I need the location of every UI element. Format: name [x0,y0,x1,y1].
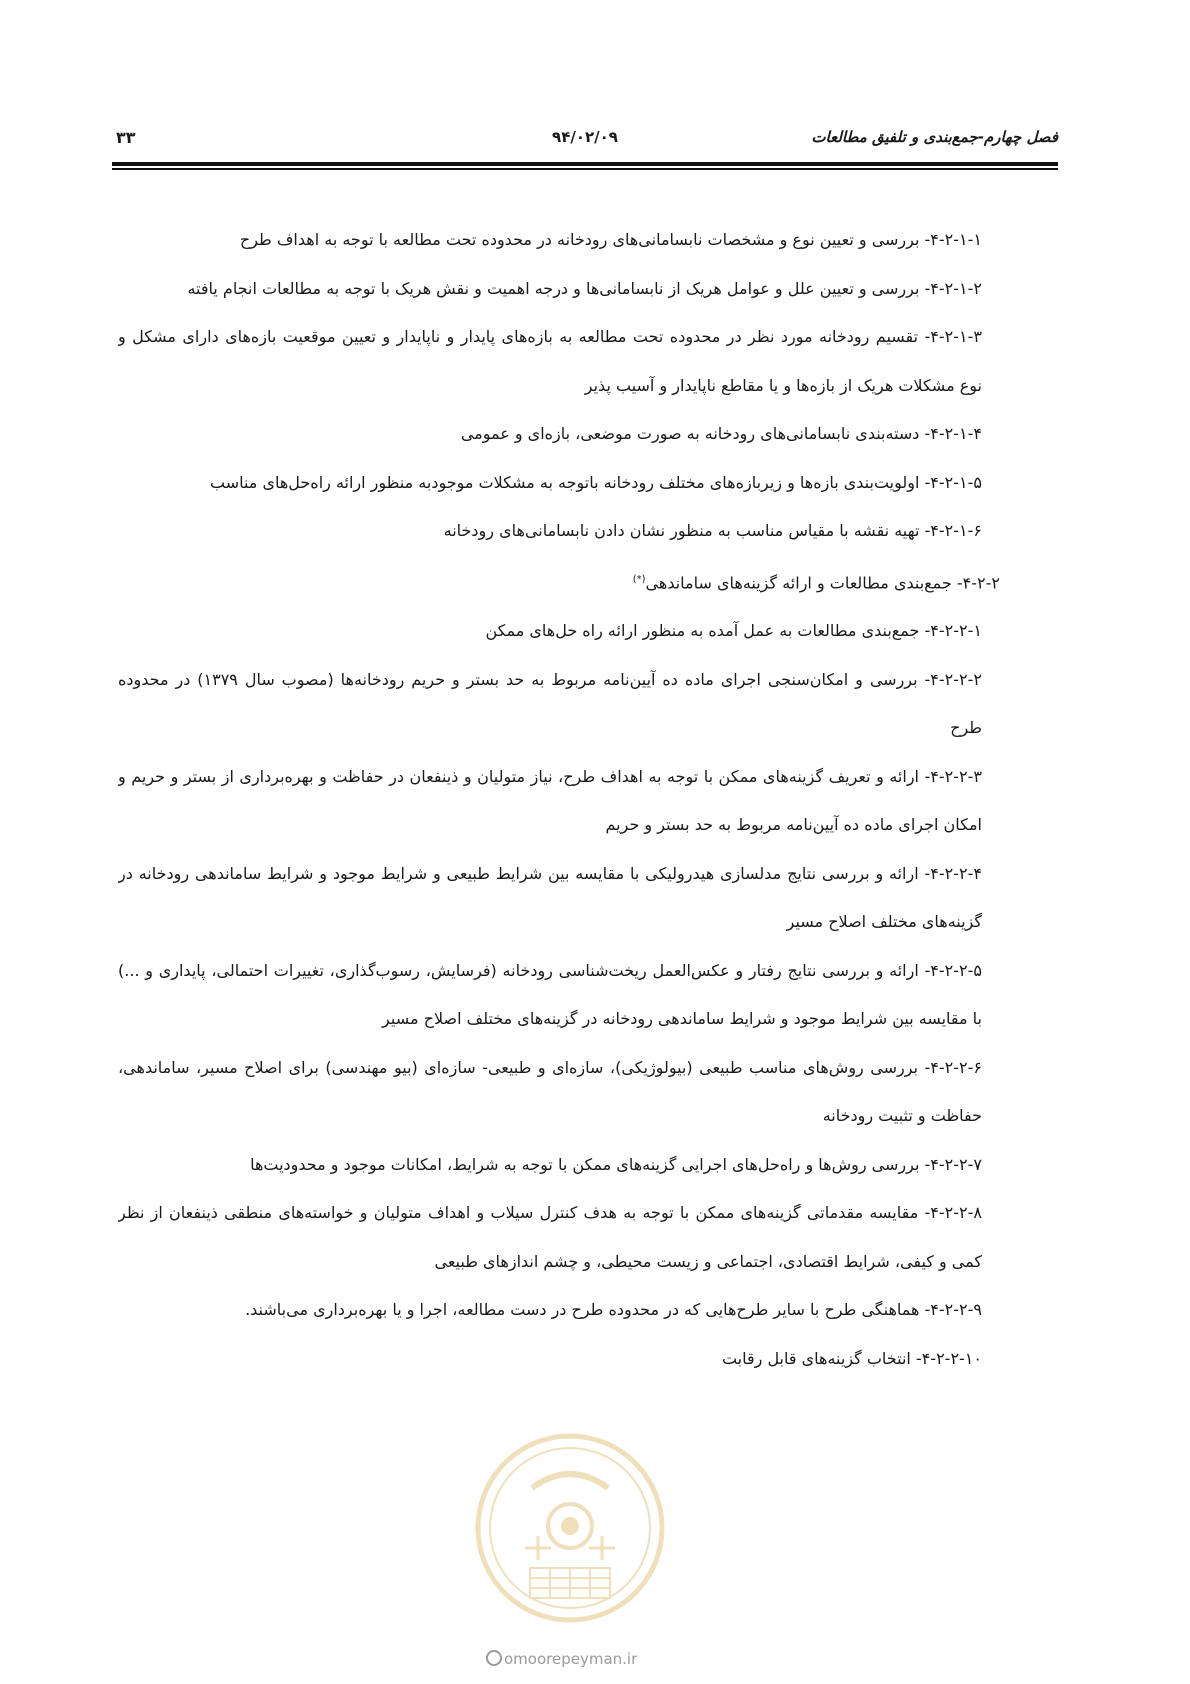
page-header [112,128,1058,152]
page-body [118,216,1000,1586]
header-rule-thin [112,168,1058,170]
section-heading: ۴-۲-۲- جمع‌بندی مطالعات و ارائه گزینه‌های ساماندهی(*) [632,572,1000,592]
chapter-title: فصل چهارم-جمع‌بندی و تلفیق مطالعات [811,128,1058,146]
list-item: ۴-۲-۲-۳- ارائه و تعریف گزینه‌های ممکن با توجه به اهداف طرح، نیاز متولیان و ذینفعان در حفاظت و بهره‌برداری از بستر و حریم و امکان اجرای ماده ده آیین‌نامه مربوط به حد بستر و حریم [118,766,982,835]
list-item: ۴-۲-۱-۶- تهیه نقشه با مقیاس مناسب به منظور نشان دادن نابسامانی‌های رودخانه [443,521,982,540]
footnote-marker: (*) [632,573,646,585]
list-item: ۴-۲-۲-۹- هماهنگی طرح با سایر طرح‌هایی که در محدوده طرح در دست مطالعه، اجرا و یا بهره‌برداری می‌باشند. [245,1300,982,1320]
at-icon [486,1650,502,1666]
list-item: ۴-۲-۲-۵- ارائه و بررسی نتایج رفتار و عکس‌العمل ریخت‌شناسی رودخانه (فرسایش، رسوب‌گذاری، تغییرات احتمالی، پایداری و ...) با مقایسه بین شرایط موجود و شرایط ساماندهی رودخانه در گزینه‌های مختلف اصلاح مسیر [118,960,982,1029]
header-date: ۹۴/۰۲/۰۹ [552,128,618,146]
list-item: ۴-۲-۱-۳- تقسیم رودخانه مورد نظر در محدوده تحت مطالعه به بازه‌های پایدار و ناپایدار و تعیین موقعیت بازه‌های دارای مشکل و نوع مشکلات هریک از بازه‌ها و یا مقاطع ناپایدار و آسیب پذیر [118,327,982,395]
list-item: ۴-۲-۱-۴- دسته‌بندی نابسامانی‌های رودخانه به صورت موضعی، بازه‌ای و عمومی [460,424,982,443]
list-item: ۴-۲-۲-۴- ارائه و بررسی نتایج مدلسازی هیدرولیکی با مقایسه بین شرایط طبیعی و شرایط موجود و شرایط ساماندهی رودخانه در گزینه‌های مختلف اصلاح مسیر [118,863,982,932]
list-item: ۴-۲-۲-۸- مقایسه مقدماتی گزینه‌های ممکن با توجه به هدف کنترل سیلاب و اهداف متولیان و خواسته‌های منطقی ذینفعان از نظر کمی و کیفی، شرایط اقتصادی، اجتماعی و زیست محیطی، و چشم اندازهای طبیعی [118,1203,982,1271]
list-item: ۴-۲-۲-۲- بررسی و امکان‌سنجی اجرای ماده ده آیین‌نامه مربوط به حد بستر و حریم رودخانه‌ها (مصوب سال ۱۳۷۹) در محدوده طرح [118,669,982,738]
page-number: ۳۳ [116,128,136,147]
list-item: ۴-۲-۲-۱- جمع‌بندی مطالعات به عمل آمده به منظور ارائه راه حل‌های ممکن [485,621,982,641]
list-item: ۴-۲-۱-۲- بررسی و تعیین علل و عوامل هریک از نابسامانی‌ها و درجه اهمیت و نقش هریک با توجه به مطالعات انجام یافته [187,278,982,298]
list-item: ۴-۲-۲-۷- بررسی روش‌ها و راه‌حل‌های اجرایی گزینه‌های ممکن با توجه به شرایط، امکانات موجود و محدودیت‌ها [250,1154,982,1174]
watermark-url: omoorepeyman.ir [486,1650,637,1668]
list-item: ۴-۲-۲-۶- بررسی روش‌های مناسب طبیعی (بیولوژیکی)، سازه‌ای و طبیعی- سازه‌ای (بیو مهندسی) برای اصلاح مسیر، ساماندهی، حفاظت و تثبیت رودخانه [118,1057,982,1126]
list-item: ۴-۲-۲-۱۰- انتخاب گزینه‌های قابل رقابت [721,1348,982,1368]
list-item: ۴-۲-۱-۵- اولویت‌بندی بازه‌ها و زیربازه‌های مختلف رودخانه باتوجه به مشکلات موجودبه منظور ارائه راه‌حل‌های مناسب [209,472,982,492]
list-item: ۴-۲-۱-۱- بررسی و تعیین نوع و مشخصات نابسامانی‌های رودخانه در محدوده تحت مطالعه با توجه به اهداف طرح [239,230,982,249]
header-rule-thick [112,162,1058,166]
watermark-seal-icon [470,1428,670,1628]
